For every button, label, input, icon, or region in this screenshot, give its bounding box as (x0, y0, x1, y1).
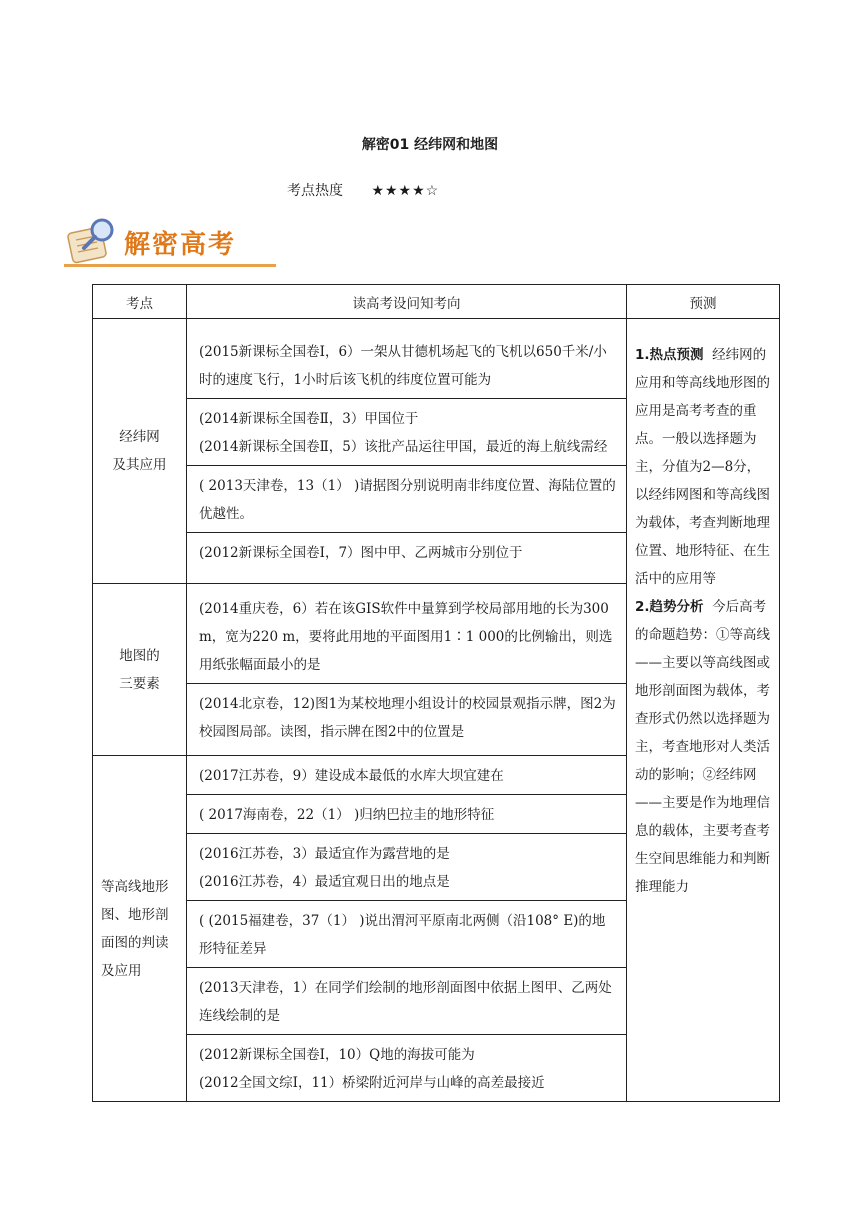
banner-heading: 解密高考 (124, 230, 237, 260)
heat-rating (287, 180, 439, 200)
header-questions: 读高考设问知考向 (187, 285, 627, 319)
prediction-trend-body: 今后高考的命题趋势：①等高线——主要以等高线图或地形剖面图为载体，考查形式仍然以选择题为主，考查地形对人类活动的影响；②经纬网——主要是作为地理信息的载体，主要考查考生空间思维能力和判断推理能力 (635, 599, 770, 895)
topic-cell: 经纬网 及其应用 (93, 319, 187, 584)
question-item: (2014北京卷，12)图1为某校地理小组设计的校园景观指示牌，图2为校园图局部。读图，指示牌在图2中的位置是 (187, 683, 626, 750)
question-item: (2014重庆卷，6）若在该GIS软件中量算到学校局部用地的长为300 m，宽为220 m，要将此用地的平面图用1∶1 000的比例输出，则选用纸张幅面最小的是 (199, 601, 613, 673)
topic-cell: 地图的 三要素 (93, 584, 187, 756)
question-item: (2015新课标全国卷Ⅰ，6）一架从甘德机场起飞的飞机以650千米/小时的速度飞行，1小时后该飞机的纬度位置可能为 (199, 343, 607, 388)
star-rating: ★★★★☆ (371, 183, 440, 199)
header-topic: 考点 (93, 285, 187, 319)
heat-label: 考点热度 (287, 183, 343, 199)
exam-table (92, 284, 780, 1102)
question-item: ( 2013天津卷，13（1） )请据图分别说明南非纬度位置、海陆位置的优越性。 (187, 465, 626, 532)
question-item: (2014新课标全国卷Ⅱ，3）甲国位于 (2014新课标全国卷Ⅱ，5）该批产品运往甲国，最近的海上航线需经 (187, 398, 626, 465)
header-prediction: 预测 (627, 285, 780, 319)
question-item: ( (2015福建卷，37（1） )说出渭河平原南北两侧（沿108° E)的地形特征差异 (187, 900, 626, 967)
question-item: (2017江苏卷，9）建设成本最低的水库大坝宜建在 (199, 768, 504, 784)
prediction-trend-head: 2.趋势分析 (635, 599, 704, 615)
question-item: (2013天津卷，1）在同学们绘制的地形剖面图中依据上图甲、乙两处连线绘制的是 (187, 967, 626, 1034)
prediction-trend (635, 593, 773, 901)
question-item: (2012新课标全国卷Ⅰ，10）Q地的海拔可能为 (2012全国文综Ⅰ，11）桥梁附近河岸与山峰的高差最接近 (187, 1034, 626, 1101)
questions-cell (187, 319, 627, 584)
table-row (93, 319, 780, 584)
questions-cell (187, 756, 627, 1102)
topic-cell: 等高线地形 图、地形剖 面图的判读 及应用 (93, 756, 187, 1102)
prediction-hot (635, 341, 773, 593)
prediction-hot-body: 经纬网的应用和等高线地形图的应用是高考考查的重点。一般以选择题为主，分值为2—8分，以经纬网图和等高线图为载体，考查判断地理位置、地形特征、在生活中的应用等 (635, 347, 770, 587)
question-item: (2016江苏卷，3）最适宜作为露营地的是 (2016江苏卷，4）最适宜观日出的地点是 (187, 833, 626, 900)
question-item: (2012新课标全国卷Ⅰ，7）图中甲、乙两城市分别位于 (187, 532, 626, 571)
prediction-hot-head: 1.热点预测 (635, 347, 704, 363)
banner-divider (64, 264, 276, 267)
page-title: 解密01 经纬网和地图 (361, 137, 499, 153)
table-header-row (93, 285, 780, 319)
questions-cell (187, 584, 627, 756)
question-item: ( 2017海南卷，22（1） )归纳巴拉圭的地形特征 (187, 794, 626, 833)
prediction-cell (627, 319, 780, 1102)
